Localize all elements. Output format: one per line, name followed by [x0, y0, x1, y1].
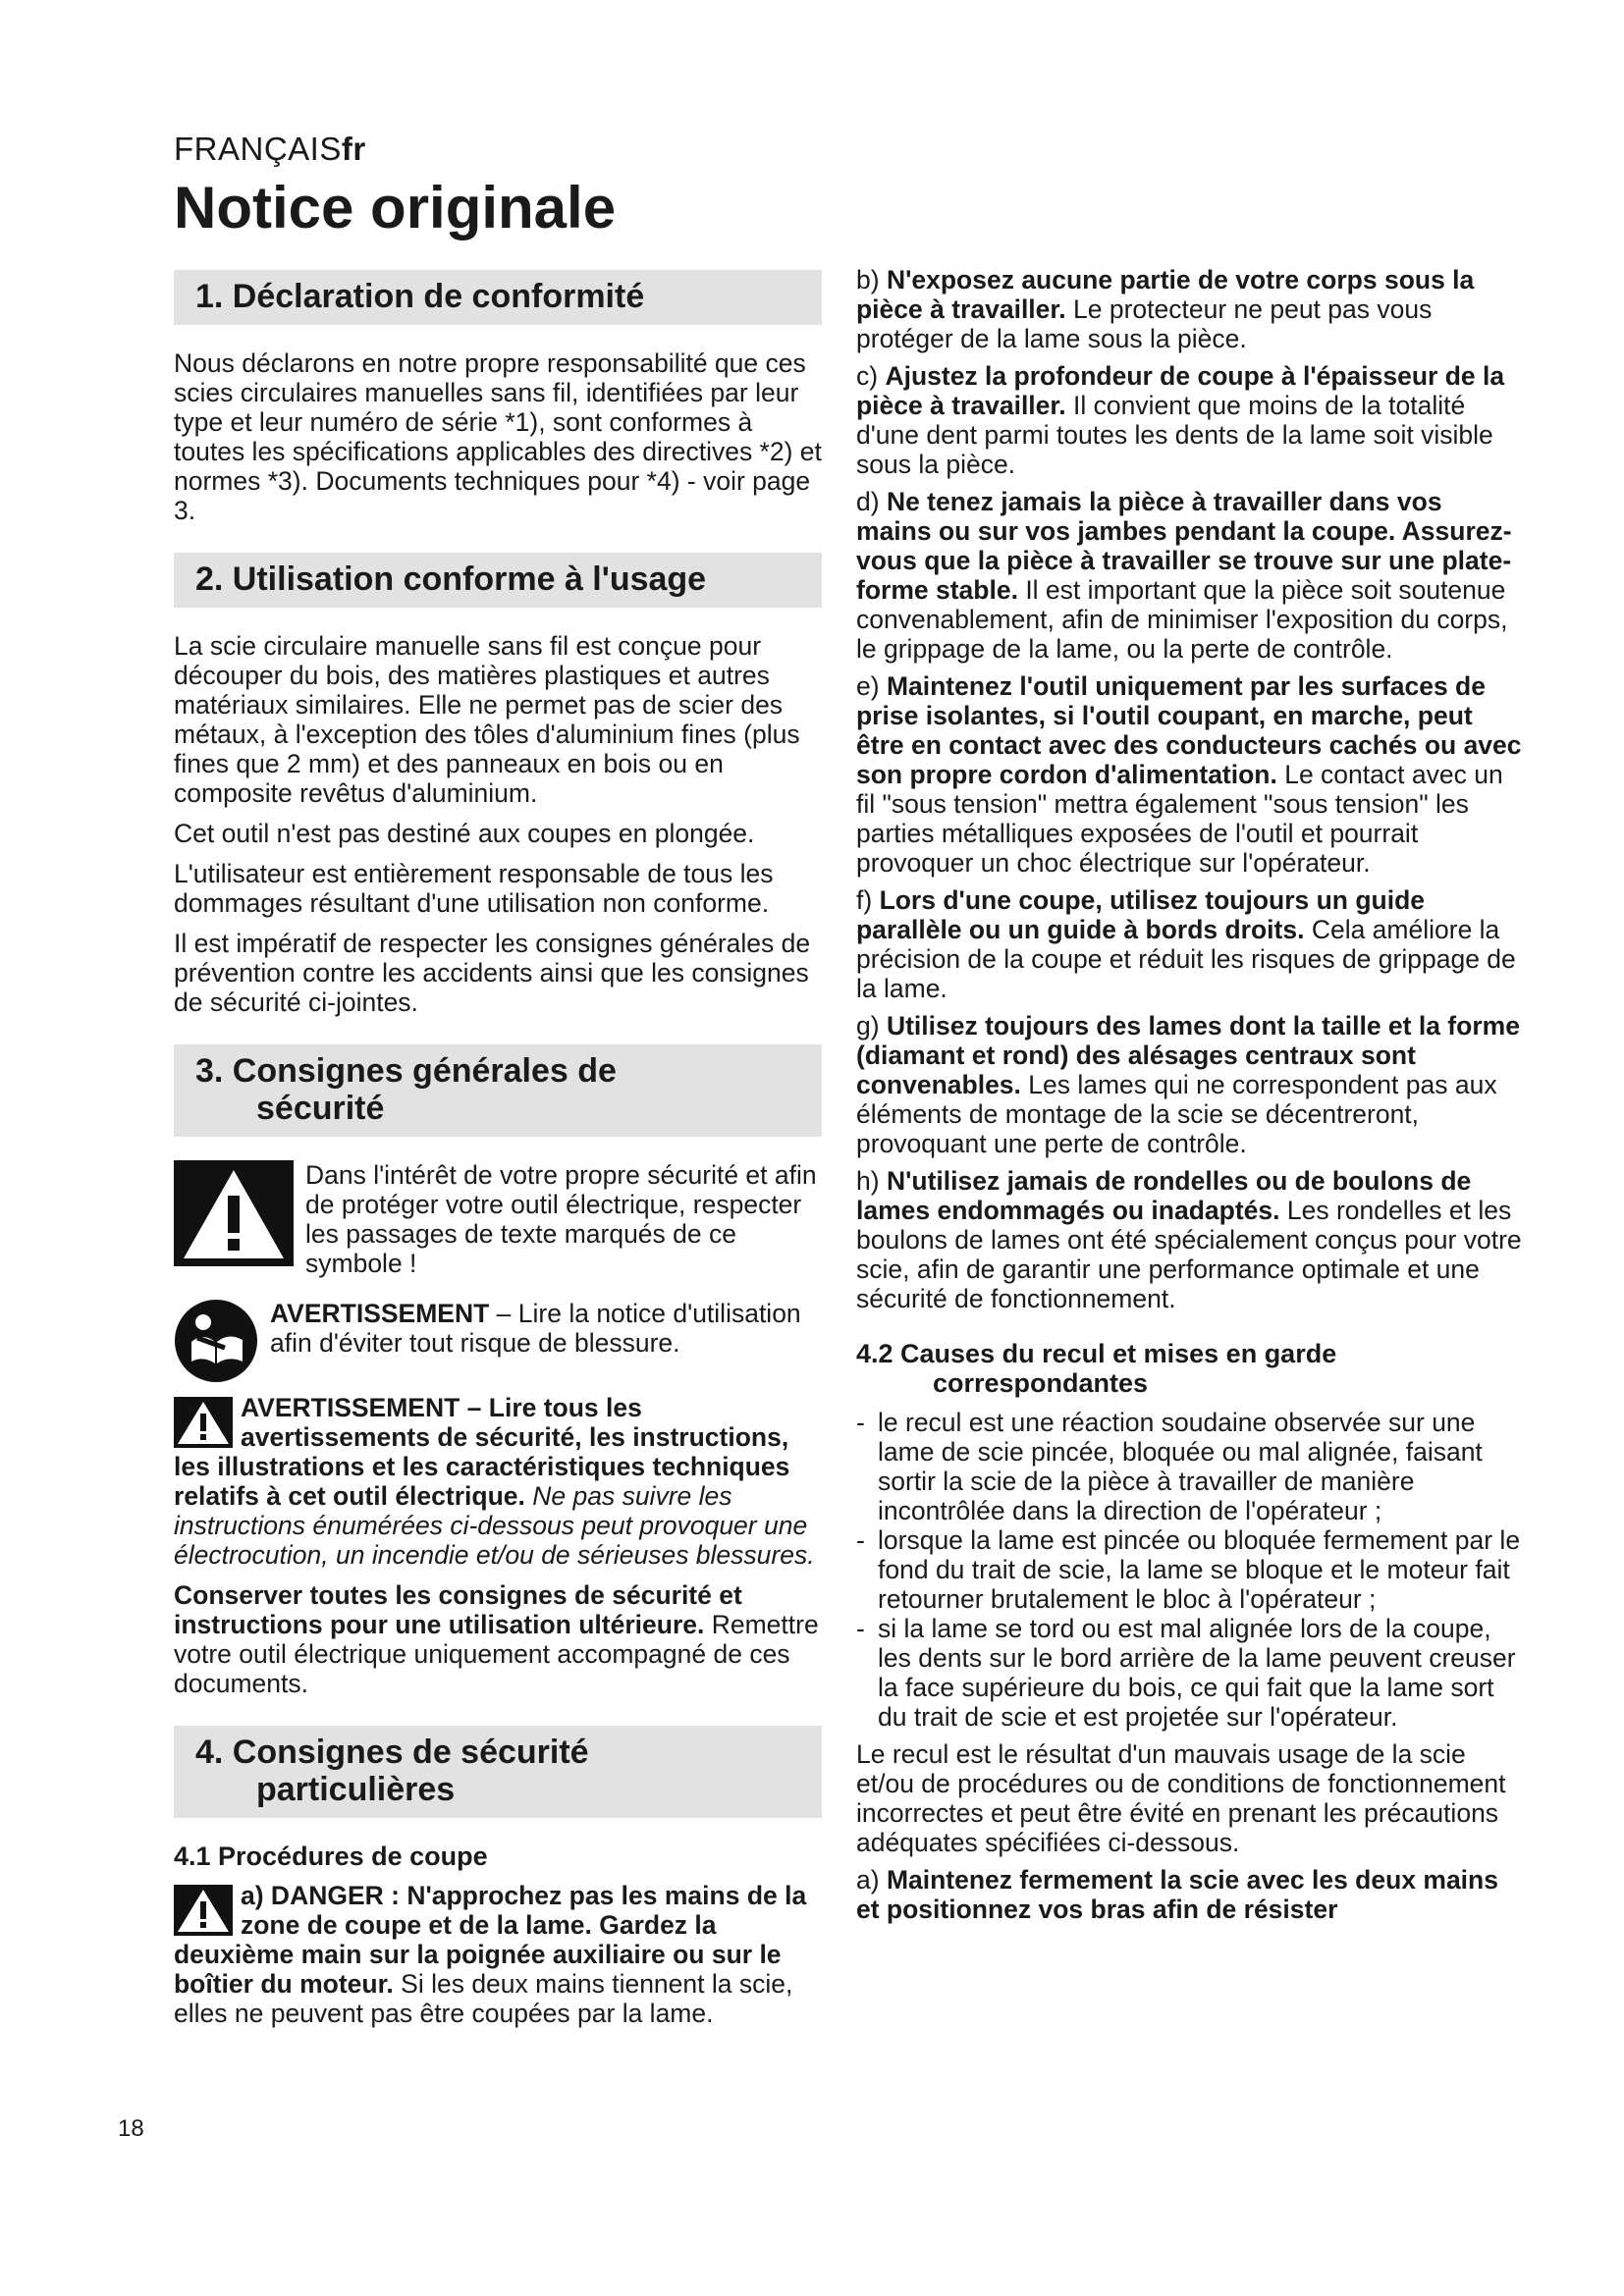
warning-triangle-icon	[174, 1885, 233, 1936]
manual-warning: AVERTISSEMENT – Lire la notice d'utilisation afin d'éviter tout risque de blessure.	[174, 1299, 822, 1383]
language-label: FRANÇAISfr	[174, 131, 366, 167]
general-warning: AVERTISSEMENT – Lire tous les avertissements de sécurité, les instructions, les illustrations et les caractéristiques techniques relatifs à cet outil électrique. Ne pas suivre les instructions énumérées ci-dessous peut provoquer une électrocution, un incendie et/ou de sérieuses blessures.	[174, 1393, 815, 1570]
item-f: f) Lors d'une coupe, utilisez toujours un guide parallèle ou un guide à bords droits. Cela améliore la précision de la coupe et réduit les risques de grippage de la lame.	[856, 885, 1516, 1003]
page-number: 18	[118, 2115, 144, 2142]
list-item: - le recul est une réaction soudaine observée sur une lame de scie pincée, bloquée ou mal alignée, faisant sortir la scie de la pièce à travailler de manière incontrôlée dans la direction de l'opérateur ;	[856, 1408, 1524, 1525]
usage-paragraph-2: Cet outil n'est pas destiné aux coupes en plongée.	[174, 819, 755, 848]
right-column	[856, 265, 1524, 1932]
read-manual-icon	[174, 1299, 258, 1383]
danger-item-a: a) DANGER : N'approchez pas les mains de la zone de coupe et de la lame. Gardez la deuxième main sur la poignée auxiliaire ou sur le boîtier du moteur. Si les deux mains tiennent la scie, elles ne peuvent pas être coupées par la lame.	[174, 1881, 807, 2028]
page-title: Notice originale	[174, 175, 617, 240]
section-heading-1: 1. Déclaration de conformité	[174, 270, 822, 325]
subsection-4-1: 4.1 Procédures de coupe	[174, 1842, 488, 1871]
symbol-note: Dans l'intérêt de votre propre sécurité et afin de protéger votre outil électrique, respecter les passages de texte marqués de ce symbole !	[174, 1160, 822, 1289]
declaration-text: Nous déclarons en notre propre responsabilité que ces scies circulaires manuelles sans fil, identifiées par leur type et leur numéro de série *1), sont conformes à toutes les spécifications applicables des directives *2) et normes *3). Documents techniques pour *4) - voir page 3.	[174, 348, 822, 525]
section-heading-4: 4. Consignes de sécurité particulières	[174, 1726, 822, 1818]
item-c: c) Ajustez la profondeur de coupe à l'épaisseur de la pièce à travailler. Il convient que moins de la totalité d'une dent parmi toutes les dents de la lame soit visible sous la pièce.	[856, 361, 1505, 479]
left-column	[174, 270, 822, 2039]
list-item: - lorsque la lame est pincée ou bloquée fermement par le fond du trait de scie, la lame se bloque et le moteur fait retourner brutalement le bloc à l'opérateur ;	[856, 1525, 1524, 1614]
warning-symbol-icon	[174, 1160, 294, 1266]
item-b: b) N'exposez aucune partie de votre corps sous la pièce à travailler. Le protecteur ne peut pas vous protéger de la lame sous la pièce.	[856, 265, 1475, 353]
item-h: h) N'utilisez jamais de rondelles ou de boulons de lames endommagés ou inadaptés. Les rondelles et les boulons de lames ont été spécialement conçus pour votre scie, afin de garantir une performance optimale et une sécurité de fonctionnement.	[856, 1166, 1522, 1313]
kickback-summary: Le recul est le résultat d'un mauvais usage de la scie et/ou de procédures ou de conditions de fonctionnement incorrectes et peut être évité en prenant les précautions adéquates spécifiées ci-dessous.	[856, 1739, 1506, 1857]
list-item: - si la lame se tord ou est mal alignée lors de la coupe, les dents sur le bord arrière de la lame peuvent creuser la face supérieure du bois, ce qui fait que la lame sort du trait de scie et est projetée sur l'opérateur.	[856, 1614, 1524, 1732]
section-heading-3: 3. Consignes générales de sécurité	[174, 1044, 822, 1137]
section-heading-2: 2. Utilisation conforme à l'usage	[174, 553, 822, 608]
item-d: d) Ne tenez jamais la pièce à travailler dans vos mains ou sur vos jambes pendant la coupe. Assurez-vous que la pièce à travailler se trouve sur une plate-forme stable. Il est important que la pièce soit soutenue convenablement, afin de minimiser l'exposition du corps, le grippage de la lame, ou la perte de contrôle.	[856, 487, 1512, 664]
item-g: g) Utilisez toujours des lames dont la taille et la forme (diamant et rond) des alésages centraux sont convenables. Les lames qui ne correspondent pas aux éléments de montage de la scie se décentreront, provoquant une perte de contrôle.	[856, 1011, 1520, 1158]
keep-instructions: Conserver toutes les consignes de sécurité et instructions pour une utilisation ultérieure. Remettre votre outil électrique uniquement accompagné de ces documents.	[174, 1580, 819, 1698]
warning-triangle-icon	[174, 1397, 233, 1448]
usage-paragraph-4: Il est impératif de respecter les consignes générales de prévention contre les accidents ainsi que les consignes de sécurité ci-jointes.	[174, 929, 811, 1017]
usage-paragraph-1: La scie circulaire manuelle sans fil est conçue pour découper du bois, des matières plastiques et autres matériaux similaires. Elle ne permet pas de scier des métaux, à l'exception des tôles d'aluminium fines (plus fines que 2 mm) et des panneaux en bois ou en composite revêtus d'aluminium.	[174, 631, 800, 808]
usage-paragraph-3: L'utilisateur est entièrement responsable de tous les dommages résultant d'une utilisation non conforme.	[174, 859, 774, 918]
item-e: e) Maintenez l'outil uniquement par les surfaces de prise isolantes, si l'outil coupant, en marche, peut être en contact avec des conducteurs cachés ou avec son propre cordon d'alimentation. Le contact avec un fil "sous tension" mettra également "sous tension" les parties métalliques exposées de l'outil et pourrait provoquer un choc électrique sur l'opérateur.	[856, 671, 1522, 878]
subsection-4-2: 4.2 Causes du recul et mises en garde correspondantes	[856, 1339, 1337, 1398]
kickback-list	[856, 1408, 1524, 1732]
kickback-item-a: a) Maintenez fermement la scie avec les deux mains et positionnez vos bras afin de résister	[856, 1865, 1498, 1924]
